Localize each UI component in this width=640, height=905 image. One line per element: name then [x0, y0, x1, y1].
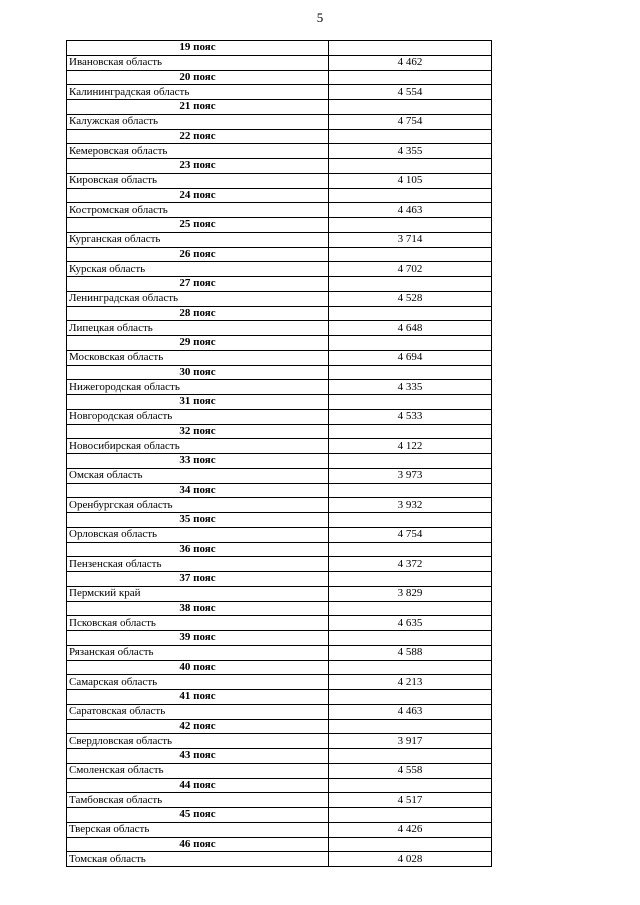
belt-label: 21 пояс: [67, 100, 329, 115]
region-name: Самарская область: [67, 675, 329, 690]
belt-header-empty-cell: [329, 336, 492, 351]
table-row: [67, 262, 492, 277]
region-name: Калужская область: [67, 114, 329, 129]
table-row: [67, 793, 492, 808]
region-value: 4 213: [329, 675, 492, 690]
belt-header-row: [67, 129, 492, 144]
belt-header-empty-cell: [329, 778, 492, 793]
belt-label: 43 пояс: [67, 749, 329, 764]
region-name: Кировская область: [67, 173, 329, 188]
table-row: [67, 321, 492, 336]
belt-label: 28 пояс: [67, 306, 329, 321]
table-row: [67, 203, 492, 218]
belt-label: 24 пояс: [67, 188, 329, 203]
belt-header-empty-cell: [329, 70, 492, 85]
region-value: 4 105: [329, 173, 492, 188]
region-name: Пензенская область: [67, 557, 329, 572]
region-value: 4 702: [329, 262, 492, 277]
belt-label: 19 пояс: [67, 41, 329, 56]
region-name: Московская область: [67, 350, 329, 365]
region-name: Липецкая область: [67, 321, 329, 336]
table-row: [67, 557, 492, 572]
table-row: [67, 616, 492, 631]
belt-label: 41 пояс: [67, 690, 329, 705]
region-value: 4 355: [329, 144, 492, 159]
belt-header-empty-cell: [329, 365, 492, 380]
region-value: 4 533: [329, 409, 492, 424]
belt-header-empty-cell: [329, 601, 492, 616]
belt-header-empty-cell: [329, 424, 492, 439]
belt-header-empty-cell: [329, 454, 492, 469]
belt-label: 35 пояс: [67, 513, 329, 528]
region-name: Рязанская область: [67, 645, 329, 660]
belt-header-row: [67, 808, 492, 823]
table-row: [67, 852, 492, 867]
belt-header-empty-cell: [329, 129, 492, 144]
region-value: 4 635: [329, 616, 492, 631]
region-value: 3 917: [329, 734, 492, 749]
region-name: Тамбовская область: [67, 793, 329, 808]
table-row: [67, 763, 492, 778]
table-row: [67, 85, 492, 100]
belt-header-row: [67, 41, 492, 56]
belt-header-empty-cell: [329, 483, 492, 498]
table-row: [67, 409, 492, 424]
region-name: Свердловская область: [67, 734, 329, 749]
belt-header-empty-cell: [329, 395, 492, 410]
region-name: Курганская область: [67, 232, 329, 247]
belt-label: 45 пояс: [67, 808, 329, 823]
belt-header-empty-cell: [329, 719, 492, 734]
belt-header-row: [67, 837, 492, 852]
belt-header-empty-cell: [329, 247, 492, 262]
belt-header-row: [67, 572, 492, 587]
region-value: 4 463: [329, 203, 492, 218]
belt-header-row: [67, 601, 492, 616]
table-row: [67, 291, 492, 306]
belt-header-empty-cell: [329, 306, 492, 321]
table-row: [67, 498, 492, 513]
belt-header-row: [67, 542, 492, 557]
region-value: 4 462: [329, 55, 492, 70]
region-name: Новгородская область: [67, 409, 329, 424]
belt-header-empty-cell: [329, 660, 492, 675]
region-value: 4 028: [329, 852, 492, 867]
belt-label: 42 пояс: [67, 719, 329, 734]
belt-label: 32 пояс: [67, 424, 329, 439]
belt-header-empty-cell: [329, 100, 492, 115]
region-name: Новосибирская область: [67, 439, 329, 454]
belt-header-empty-cell: [329, 690, 492, 705]
belt-label: 20 пояс: [67, 70, 329, 85]
table-row: [67, 468, 492, 483]
table-row: [67, 734, 492, 749]
region-name: Кемеровская область: [67, 144, 329, 159]
belt-header-row: [67, 100, 492, 115]
belt-header-empty-cell: [329, 808, 492, 823]
table-row: [67, 675, 492, 690]
belt-label: 31 пояс: [67, 395, 329, 410]
belt-header-empty-cell: [329, 277, 492, 292]
belt-header-empty-cell: [329, 513, 492, 528]
table-row: [67, 527, 492, 542]
belts-table: [66, 40, 492, 867]
region-value: 4 558: [329, 763, 492, 778]
belt-header-row: [67, 719, 492, 734]
region-name: Пермский край: [67, 586, 329, 601]
region-name: Калининградская область: [67, 85, 329, 100]
belt-header-empty-cell: [329, 188, 492, 203]
belt-label: 29 пояс: [67, 336, 329, 351]
belt-header-row: [67, 277, 492, 292]
region-value: 4 754: [329, 114, 492, 129]
belt-label: 30 пояс: [67, 365, 329, 380]
region-value: 4 426: [329, 822, 492, 837]
belt-label: 40 пояс: [67, 660, 329, 675]
belt-label: 36 пояс: [67, 542, 329, 557]
belt-header-row: [67, 660, 492, 675]
table-row: [67, 350, 492, 365]
belt-label: 39 пояс: [67, 631, 329, 646]
belt-label: 25 пояс: [67, 218, 329, 233]
belt-header-row: [67, 483, 492, 498]
page-number: 5: [316, 10, 324, 25]
table-row: [67, 439, 492, 454]
region-name: Ленинградская область: [67, 291, 329, 306]
region-value: 4 122: [329, 439, 492, 454]
belt-header-row: [67, 395, 492, 410]
table-row: [67, 645, 492, 660]
belts-table-body: [67, 41, 492, 867]
belt-header-row: [67, 424, 492, 439]
belt-header-empty-cell: [329, 572, 492, 587]
belt-header-row: [67, 778, 492, 793]
table-row: [67, 704, 492, 719]
region-name: Томская область: [67, 852, 329, 867]
belt-label: 33 пояс: [67, 454, 329, 469]
table-row: [67, 380, 492, 395]
region-name: Курская область: [67, 262, 329, 277]
belt-header-row: [67, 513, 492, 528]
belt-header-empty-cell: [329, 542, 492, 557]
region-name: Псковская область: [67, 616, 329, 631]
belt-label: 23 пояс: [67, 159, 329, 174]
region-name: Нижегородская область: [67, 380, 329, 395]
region-value: 3 973: [329, 468, 492, 483]
belt-label: 46 пояс: [67, 837, 329, 852]
table-row: [67, 144, 492, 159]
region-value: 4 335: [329, 380, 492, 395]
belt-header-row: [67, 188, 492, 203]
belt-label: 37 пояс: [67, 572, 329, 587]
region-value: 4 554: [329, 85, 492, 100]
belt-label: 26 пояс: [67, 247, 329, 262]
belt-header-row: [67, 306, 492, 321]
table-row: [67, 586, 492, 601]
belt-header-empty-cell: [329, 159, 492, 174]
belt-header-row: [67, 454, 492, 469]
region-value: 4 517: [329, 793, 492, 808]
table-row: [67, 55, 492, 70]
table-row: [67, 114, 492, 129]
table-row: [67, 232, 492, 247]
belt-header-empty-cell: [329, 218, 492, 233]
belt-header-empty-cell: [329, 837, 492, 852]
region-name: Ивановская область: [67, 55, 329, 70]
region-name: Тверская область: [67, 822, 329, 837]
belt-header-row: [67, 70, 492, 85]
table-row: [67, 822, 492, 837]
region-value: 4 588: [329, 645, 492, 660]
belt-label: 38 пояс: [67, 601, 329, 616]
region-name: Саратовская область: [67, 704, 329, 719]
region-value: 3 714: [329, 232, 492, 247]
belt-label: 34 пояс: [67, 483, 329, 498]
belt-header-row: [67, 690, 492, 705]
belt-header-empty-cell: [329, 749, 492, 764]
region-value: 4 463: [329, 704, 492, 719]
region-name: Оренбургская область: [67, 498, 329, 513]
region-value: 4 528: [329, 291, 492, 306]
region-value: 4 372: [329, 557, 492, 572]
belt-header-row: [67, 749, 492, 764]
table-row: [67, 173, 492, 188]
belt-header-row: [67, 631, 492, 646]
region-name: Костромская область: [67, 203, 329, 218]
belt-header-empty-cell: [329, 41, 492, 56]
region-value: 3 932: [329, 498, 492, 513]
region-value: 4 754: [329, 527, 492, 542]
region-name: Смоленская область: [67, 763, 329, 778]
belt-header-row: [67, 159, 492, 174]
belt-header-row: [67, 218, 492, 233]
region-value: 3 829: [329, 586, 492, 601]
belt-header-empty-cell: [329, 631, 492, 646]
belt-label: 27 пояс: [67, 277, 329, 292]
region-value: 4 694: [329, 350, 492, 365]
belt-header-row: [67, 247, 492, 262]
belt-header-row: [67, 365, 492, 380]
belt-label: 22 пояс: [67, 129, 329, 144]
belt-label: 44 пояс: [67, 778, 329, 793]
region-name: Орловская область: [67, 527, 329, 542]
region-value: 4 648: [329, 321, 492, 336]
region-name: Омская область: [67, 468, 329, 483]
belt-header-row: [67, 336, 492, 351]
